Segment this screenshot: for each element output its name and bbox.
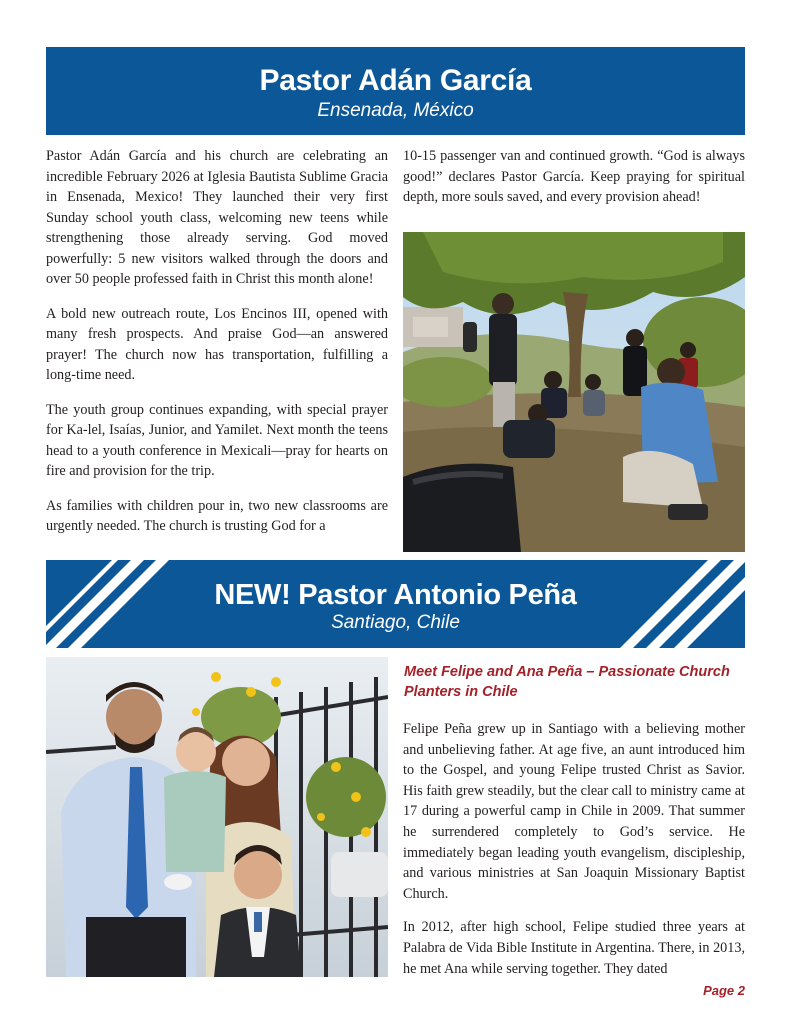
pena-subheading: Meet Felipe and Ana Peña – Passionate Church Planters in Chile bbox=[404, 664, 730, 700]
pena-family-photo-illustration bbox=[46, 657, 388, 977]
garcia-header-banner bbox=[46, 47, 745, 135]
garcia-title: Pastor Adán García bbox=[259, 64, 532, 97]
garcia-paragraph-2: A bold new outreach route, Los Encinos III, opened with many fresh prospects. And praise God—an answered prayer! The church now has transportation, fulfilling a long-time need. bbox=[46, 305, 388, 383]
garcia-article-column-1 bbox=[46, 146, 388, 551]
pena-title: NEW! Pastor Antonio Peña bbox=[214, 579, 577, 611]
pena-header-banner bbox=[46, 560, 745, 648]
youth-group-photo-illustration bbox=[403, 232, 745, 552]
garcia-location: Ensenada, México bbox=[317, 100, 474, 121]
pena-paragraph-1: Felipe Peña grew up in Santiago with a believing mother and unbelieving father. At age five, an aunt introduced him to the Gospel, and young Felipe trusted Christ as Savior. His faith grew steadily, but the clear call to ministry came at 17 during a powerful camp in Chile in 2009. That summer he surrendered completely to God’s service. He immediately began leading youth evangelism, discipleship, and various ministries at San Joaquin Missionary Baptist Church. bbox=[403, 721, 745, 902]
garcia-paragraph-3: The youth group continues expanding, with special prayer for Ka-lel, Isaías, Junior, and Yamilet. Next month the teens head to a youth conference in Mexicali—pray for hearts on fire and provision for the trip. bbox=[46, 401, 388, 479]
pena-article-column bbox=[403, 719, 745, 992]
garcia-paragraph-4: As families with children pour in, two new classrooms are urgently needed. The church is trusting God for a bbox=[46, 497, 388, 534]
garcia-paragraph-1: Pastor Adán García and his church are celebrating an incredible February 2026 at Iglesia Bautista Sublime Gracia in Ensenada, Mexico! They launched their very first Sunday school youth class, welcoming new teens while strengthening those already serving. God moved powerfully: 5 new visitors walked through the doors and over 50 people professed faith in Christ this month alone! bbox=[46, 148, 388, 287]
page-number: Page 2 bbox=[703, 983, 745, 998]
pena-location: Santiago, Chile bbox=[331, 612, 460, 633]
youth-group-photo bbox=[403, 232, 745, 552]
garcia-article-column-2 bbox=[403, 146, 745, 222]
pena-paragraph-2: In 2012, after high school, Felipe studied three years at Palabra de Vida Bible Institute in Argentina. There, in 2013, he met Ana while serving together. They dated bbox=[403, 919, 745, 977]
stroller-figure bbox=[403, 464, 521, 552]
garcia-paragraph-5: 10-15 passenger van and continued growth. “God is always good!” declares Pastor García. Keep praying for spiritual depth, more souls saved, and every provision ahead! bbox=[403, 148, 745, 205]
pena-family-photo bbox=[46, 657, 388, 977]
